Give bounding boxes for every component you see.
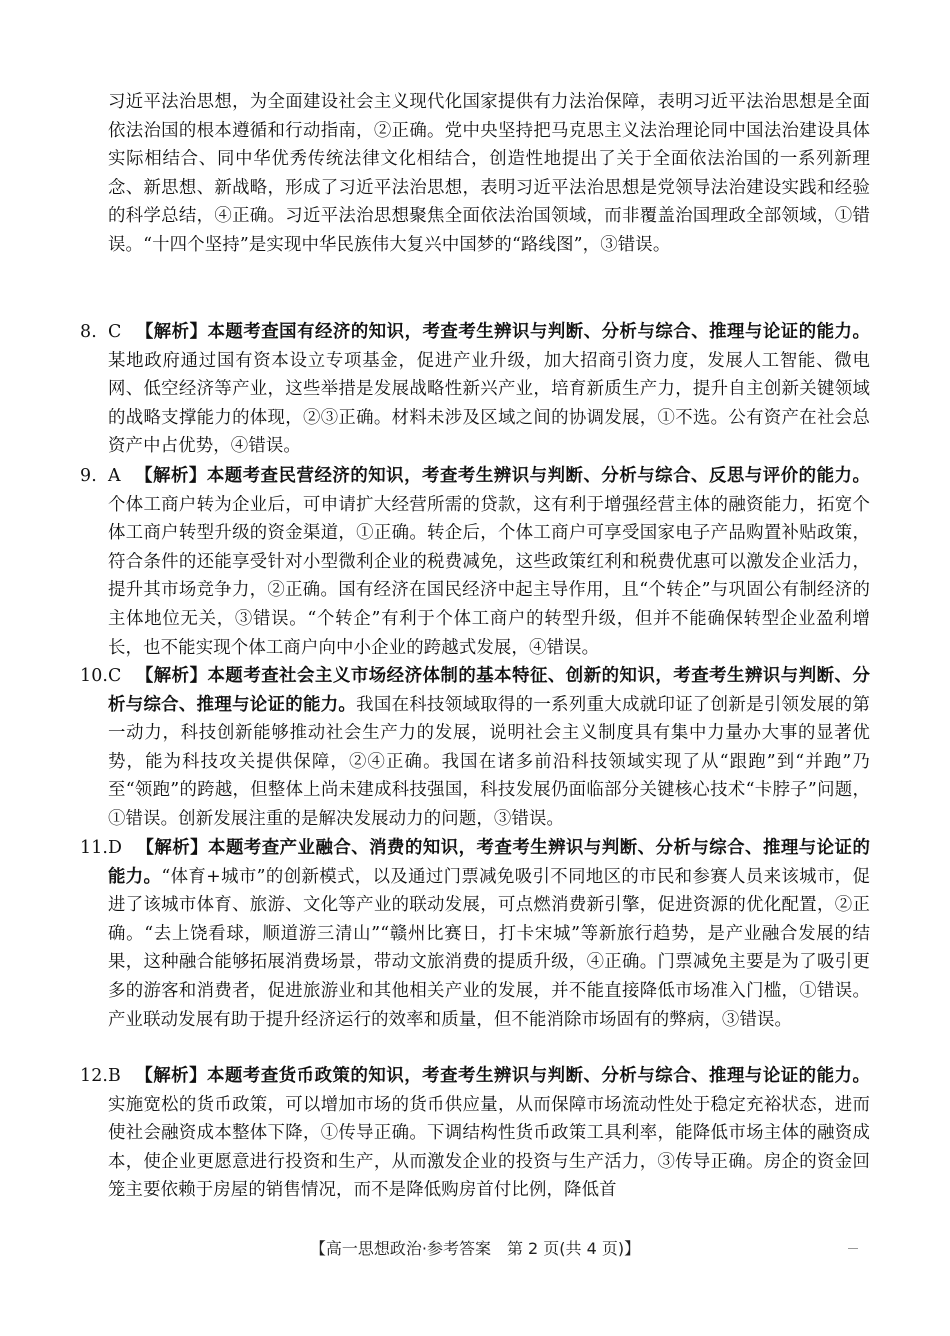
item-analysis-body: 某地政府通过国有资本设立专项基金，促进产业升级，加大招商引资力度，发展人工智能、微电网、低空经济等产业，这些举措是发展战略性新兴产业，培育新质生产力，提升自主创新关键领域的战略支撑能力的体现，②③正确。材料未涉及区域之间的协调发展，①不选。公有资产在社会总资产中占优势，④错误。 bbox=[108, 350, 870, 457]
item-11 bbox=[80, 834, 870, 1034]
item-answer: D bbox=[108, 838, 123, 858]
item-answer: A bbox=[108, 466, 121, 486]
intro-paragraph: 习近平法治思想，为全面建设社会主义现代化国家提供有力法治保障，表明习近平法治思想是全面依法治国的根本遵循和行动指南，②正确。党中央坚持把马克思主义法治理论同中国法治建设具体实际相结合、同中华优秀传统法律文化相结合，创造性地提出了关于全面依法治国的一系列新理念、新思想、新战略，形成了习近平法治思想，表明习近平法治思想是党领导法治建设实践和经验的科学总结，④正确。习近平法治思想聚焦全面依法治国领域，而非覆盖治国理政全部领域，①错误。“十四个坚持”是实现中华民族伟大复兴中国梦的“路线图”，③错误。 bbox=[108, 92, 870, 255]
item-10 bbox=[80, 662, 870, 834]
page-footer: 【高一思想政治·参考答案 第 2 页(共 4 页)】 bbox=[309, 1239, 641, 1258]
item-analysis-body: “体育+城市”的创新模式，以及通过门票减免吸引不同地区的市民和参赛人员来该城市，促进了该城市体育、旅游、文化等产业的联动发展，可点燃消费新引擎，促进资源的优化配置，②正确。“去上饶看球，顺道游三清山”“赣州比赛日，打卡宋城”等新旅行趋势，是产业融合发展的结果，这种融合能够拓展消费场景，带动文旅消费的提质升级，④正确。门票减免主要是为了吸引更多的游客和消费者，促进旅游业和其他相关产业的发展，并不能直接降低市场准入门槛，①错误。产业联动发展有助于提升经济运行的效率和质量，但不能消除市场固有的弊病，③错误。 bbox=[108, 866, 870, 1030]
item-number: 8. bbox=[80, 322, 97, 342]
item-number: 12. bbox=[80, 1066, 109, 1086]
item-number: 10. bbox=[80, 666, 109, 686]
item-analysis-header: 【解析】本题考查民营经济的知识，考查考生辨识与判断、分析与综合、反思与评价的能力。 bbox=[134, 466, 870, 486]
item-analysis-header: 【解析】本题考查货币政策的知识，考查考生辨识与判断、分析与综合、推理与论证的能力。 bbox=[134, 1066, 870, 1086]
corner-mark bbox=[848, 1248, 858, 1249]
item-answer: B bbox=[108, 1066, 121, 1086]
item-answer: C bbox=[108, 322, 122, 342]
item-8 bbox=[80, 318, 870, 461]
item-number: 9. bbox=[80, 466, 97, 486]
item-analysis-header: 【解析】本题考查社会主义市场经济体制的基本特征、创新的知识，考查考生辨识与判断、分析与综合、推理与论证的能力。 bbox=[108, 666, 870, 715]
item-analysis-body: 个体工商户转为企业后，可申请扩大经营所需的贷款，这有利于增强经营主体的融资能力，拓宽个体工商户转型升级的资金渠道，①正确。转企后，个体工商户可享受国家电子产品购置补贴政策，符合条件的还能享受针对小型微利企业的税费减免，这些政策红利和税费优惠可以激发企业活力，提升其市场竞争力，②正确。国有经济在国民经济中起主导作用，且“个转企”与巩固公有制经济的主体地位无关，③错误。“个转企”有利于个体工商户的转型升级，但并不能确保转型企业盈利增长，也不能实现个体工商户向中小企业的跨越式发展，④错误。 bbox=[108, 494, 870, 658]
item-analysis-header: 【解析】本题考查产业融合、消费的知识，考查考生辨识与判断、分析与综合、推理与论证的能力。 bbox=[108, 838, 870, 887]
item-9 bbox=[80, 462, 870, 662]
item-analysis-body: 我国在科技领域取得的一系列重大成就印证了创新是引领发展的第一动力，科技创新能够推动社会生产力的发展，说明社会主义制度具有集中力量办大事的显著优势，能为科技攻关提供保障，②④正确。我国在诸多前沿科技领域实现了从“跟跑”到“并跑”乃至“领跑”的跨越，但整体上尚未建成科技强国，科技发展仍面临部分关键核心技术“卡脖子”问题，①错误。创新发展注重的是解决发展动力的问题，③错误。 bbox=[108, 694, 870, 829]
item-number: 11. bbox=[80, 838, 109, 858]
item-12 bbox=[80, 1062, 870, 1205]
item-analysis-header: 【解析】本题考查国有经济的知识，考查考生辨识与判断、分析与综合、推理与论证的能力。 bbox=[135, 322, 870, 342]
item-analysis-body: 实施宽松的货币政策，可以增加市场的货币供应量，从而保障市场流动性处于稳定充裕状态，进而使社会融资成本整体下降，①传导正确。下调结构性货币政策工具利率，能降低市场主体的融资成本，使企业更愿意进行投资和生产，从而激发企业的投资与生产活力，③传导正确。房企的资金回笼主要依赖于房屋的销售情况，而不是降低购房首付比例，降低首 bbox=[108, 1094, 870, 1201]
item-answer: C bbox=[108, 666, 122, 686]
